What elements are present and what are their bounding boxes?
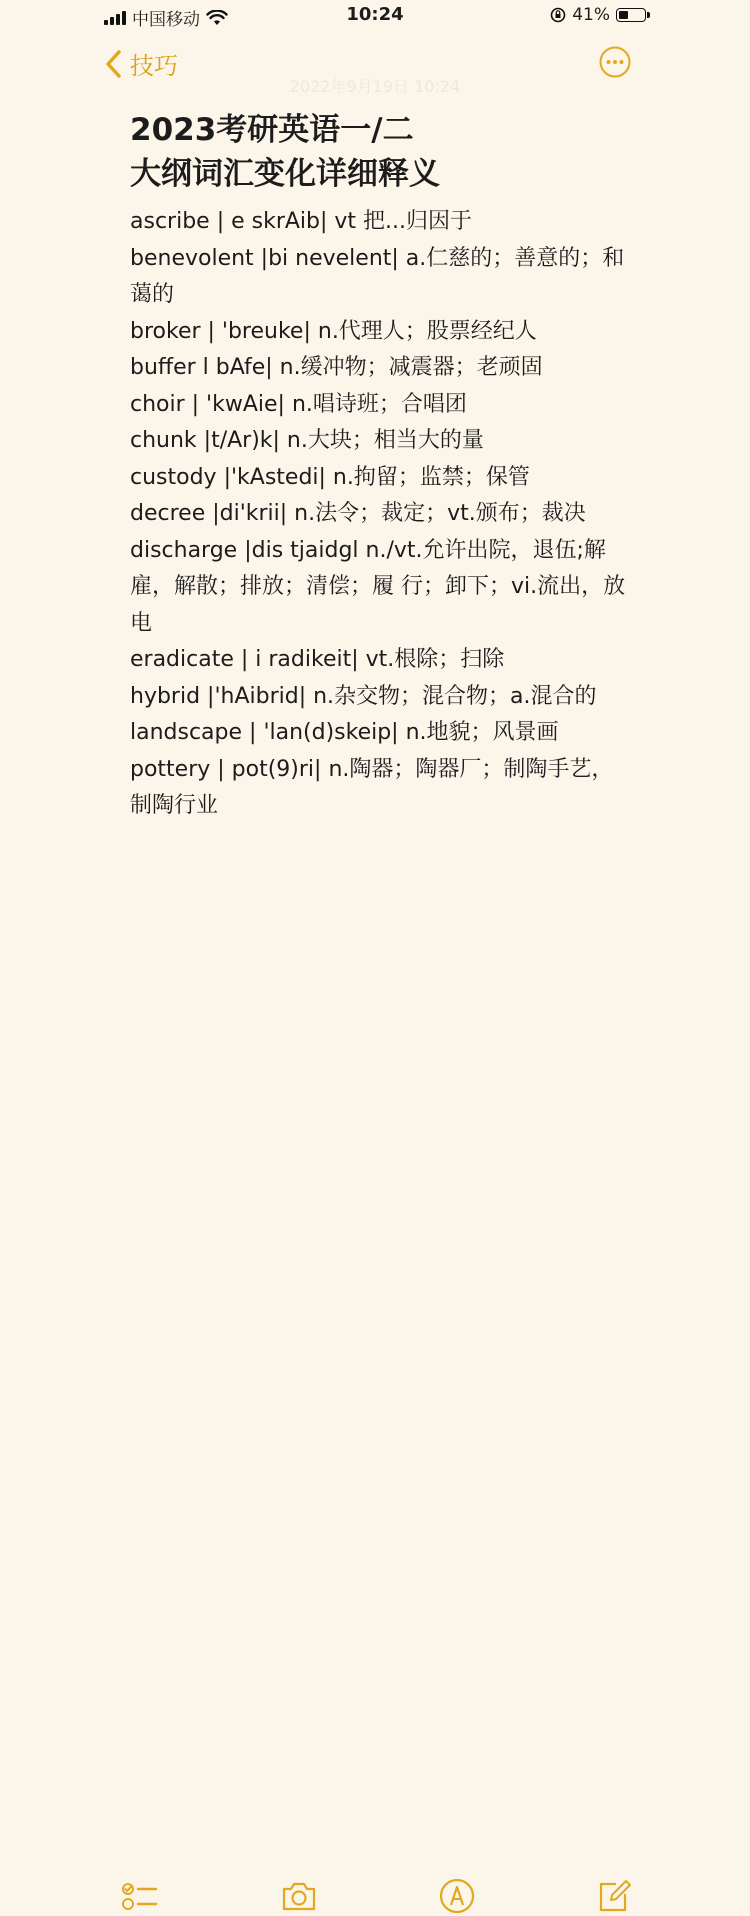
note-title-line2: 大纲词汇变化详细释义 xyxy=(130,156,440,192)
vocab-entry: broker | 'breuke| n.代理人；股票经纪人 xyxy=(130,318,537,344)
markup-pen-icon[interactable] xyxy=(437,1876,477,1916)
vocab-entry: decree |di'krii| n.法令；裁定；vt.颁布；裁决 xyxy=(130,501,586,526)
note-timestamp: 2022年9月19日 10:24 xyxy=(289,77,461,96)
vocab-list xyxy=(130,204,630,825)
status-time: 10:24 xyxy=(346,4,404,25)
battery-percent: 41% xyxy=(572,5,610,25)
vocab-entry: discharge |dis tjaidgl n./vt.允许出院，退伍;解雇，解散；排放；清偿；履 行；卸下；vi.流出，放电 xyxy=(130,537,626,636)
note-body[interactable] xyxy=(130,108,630,825)
vocab-entry: chunk |t/Ar)k| n.大块；相当大的量 xyxy=(130,428,484,453)
vocab-entry: eradicate | i radikeit| vt.根除；扫除 xyxy=(130,647,505,672)
vocab-entry: custody |'kAstedi| n.拘留；监禁；保管 xyxy=(130,464,530,490)
note-title-line1: 2023考研英语一/二 xyxy=(130,112,414,148)
vocab-entry: buffer l bAfe| n.缓冲物；减震器；老顽固 xyxy=(130,355,543,380)
note-title xyxy=(130,108,630,196)
battery-level xyxy=(619,11,628,19)
compose-icon[interactable] xyxy=(594,1876,634,1916)
vocab-entry: choir | 'kwAie| n.唱诗班；合唱团 xyxy=(130,391,467,417)
battery-icon xyxy=(616,8,646,22)
carrier-label: 中国移动 xyxy=(132,10,200,30)
status-bar xyxy=(0,0,750,32)
vocab-entry: ascribe | e skrAib| vt 把...归因于 xyxy=(130,209,473,234)
vocab-entry: hybrid |'hAibrid| n.杂交物；混合物；a.混合的 xyxy=(130,683,597,709)
back-button-label: 技巧 xyxy=(130,52,178,80)
vocab-entry: pottery | pot(9)ri| n.陶器；陶器厂；制陶手艺，制陶行业 xyxy=(130,756,614,818)
checklist-icon[interactable] xyxy=(120,1876,160,1916)
camera-icon[interactable] xyxy=(279,1876,319,1916)
bottom-toolbar xyxy=(0,930,750,1000)
orientation-lock-icon xyxy=(550,7,566,23)
vocab-entry: benevolent |bi nevelent| a.仁慈的；善意的；和蔼的 xyxy=(130,245,625,307)
status-bar-right xyxy=(550,5,646,25)
vocab-entry: landscape | 'lan(d)skeip| n.地貌；风景画 xyxy=(130,720,559,745)
